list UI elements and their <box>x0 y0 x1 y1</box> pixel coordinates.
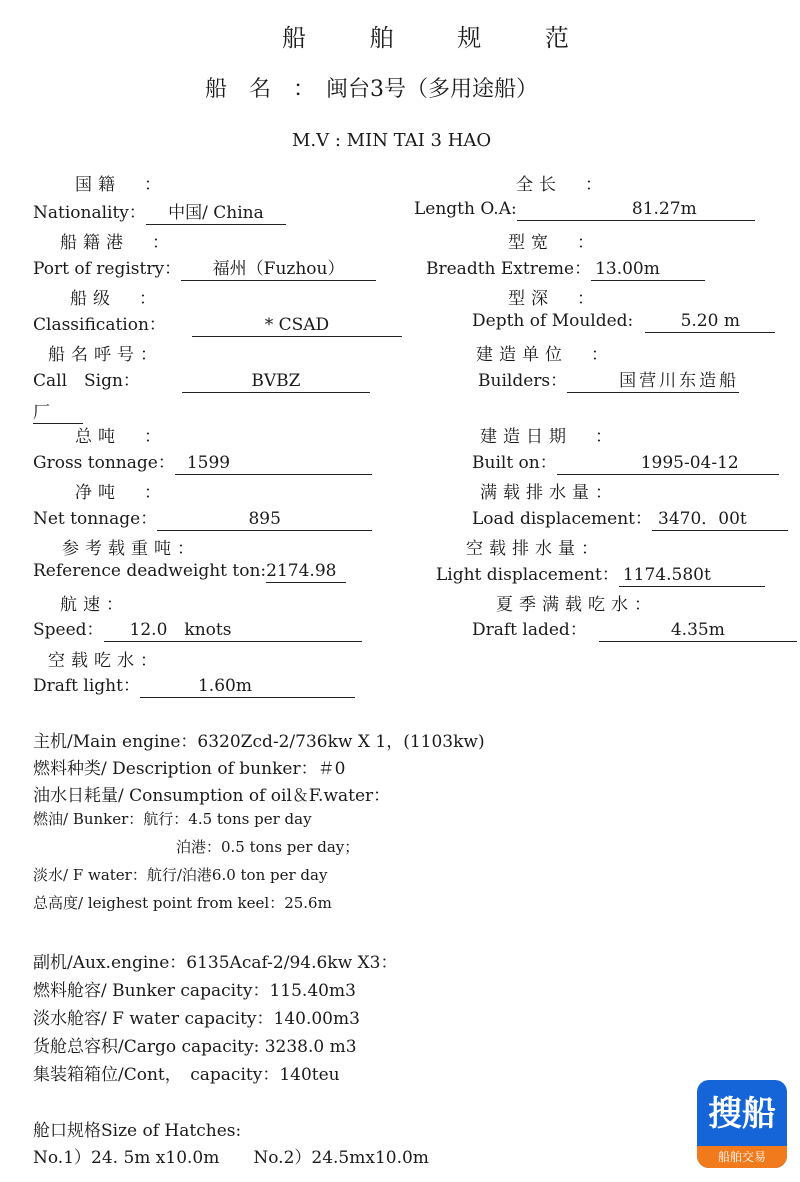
draft-light-value: 1.60m <box>140 675 355 698</box>
depth-zh: 型深 ： <box>508 289 600 309</box>
soship-logo-badge[interactable] <box>697 1080 787 1168</box>
bunker-in-port: 泊港：0.5 tons per day； <box>176 838 360 856</box>
call-value: BVBZ <box>182 370 370 393</box>
bunker-description: 燃料种类/ Description of bunker：＃0 <box>33 759 346 779</box>
net-label: Net tonnage： <box>33 509 158 529</box>
mv-name: M.V : MIN TAI 3 HAO <box>292 130 492 151</box>
builders-value: 国营川东造船 <box>567 370 739 393</box>
port-zh: 船籍港 ： <box>60 233 175 253</box>
length-label: Length O.A: <box>414 199 517 219</box>
class-row <box>33 310 402 337</box>
builders-row <box>478 366 739 393</box>
depth-value: 5.20 m <box>645 310 775 333</box>
ship-name-line: 船 名 ： 闽台3号（多用途船） <box>205 77 538 102</box>
call-zh: 船名呼号： <box>48 345 163 365</box>
draft-laded-row <box>472 615 797 642</box>
builders-label: Builders： <box>478 371 568 391</box>
breadth-value: 13.00m <box>591 258 705 281</box>
draft-light-zh: 空载吃水： <box>48 651 163 671</box>
fresh-water-capacity: 淡水舱容/ F water capacity：140.00m3 <box>33 1009 360 1029</box>
draft-laded-label: Draft laded： <box>472 620 587 640</box>
class-zh: 船级 ： <box>70 289 162 309</box>
load-row <box>472 504 788 531</box>
bunker-capacity: 燃料舱容/ Bunker capacity：115.40m3 <box>33 981 356 1001</box>
breadth-zh: 型宽 ： <box>508 233 600 253</box>
port-label: Port of registry： <box>33 259 182 279</box>
built-value: 1995-04-12 <box>557 452 779 475</box>
draft-laded-zh: 夏季满载吃水： <box>496 595 657 615</box>
draft-light-label: Draft light： <box>33 676 140 696</box>
built-row <box>472 448 779 475</box>
speed-value: 12.0 knots <box>104 619 362 642</box>
speed-label: Speed： <box>33 620 104 640</box>
gross-label: Gross tonnage： <box>33 453 175 473</box>
ref-zh: 参考载重吨： <box>62 539 200 559</box>
aux-engine: 副机/Aux.engine：6135Acaf-2/94.6kw X3： <box>33 953 398 973</box>
class-value: * CSAD <box>192 314 402 337</box>
light-row <box>436 560 765 587</box>
port-value: 福州（Fuzhou） <box>181 258 376 281</box>
net-zh: 净吨 ： <box>75 483 167 503</box>
builders-continuation: 厂 <box>33 398 83 424</box>
class-label: Classification： <box>33 315 166 335</box>
page-title: 船 舶 规 范 <box>282 24 597 52</box>
gross-zh: 总吨 ： <box>75 427 167 447</box>
light-zh: 空载排水量： <box>466 539 604 559</box>
light-label: Light displacement： <box>436 565 619 585</box>
container-capacity: 集装箱箱位/Cont， capacity：140teu <box>33 1065 340 1085</box>
breadth-label: Breadth Extreme： <box>426 259 592 279</box>
load-label: Load displacement： <box>472 509 652 529</box>
builders-zh: 建造单位 ： <box>476 345 614 365</box>
net-value: 895 <box>157 508 372 531</box>
draft-light-row <box>33 671 355 698</box>
length-row <box>414 198 755 221</box>
call-label: Call Sign： <box>33 371 140 391</box>
consumption: 油水日耗量/ Consumption of oil＆F.water： <box>33 786 391 806</box>
gross-row <box>33 448 372 475</box>
nationality-row <box>33 198 286 225</box>
nationality-value: 中国/ China <box>146 202 286 225</box>
logo-subtext: 船舶交易 <box>697 1146 787 1168</box>
load-value: 3470．00t <box>652 508 788 531</box>
nationality-label: Nationality： <box>33 203 146 223</box>
hatches-title: 舱口规格Size of Hatches: <box>33 1121 242 1141</box>
depth-row <box>472 310 775 333</box>
ref-row <box>33 560 346 583</box>
net-row <box>33 504 372 531</box>
bunker-at-sea: 燃油/ Bunker：航行：4.5 tons per day <box>33 810 312 828</box>
speed-row <box>33 615 362 642</box>
length-zh: 全长 ： <box>516 175 608 195</box>
speed-zh: 航速： <box>60 595 129 615</box>
ref-value: 2174.98 <box>266 560 346 583</box>
call-row <box>33 366 370 393</box>
length-value: 81.27m <box>517 198 755 221</box>
height-from-keel: 总高度/ leighest point from keel：25.6m <box>33 894 332 912</box>
nationality-zh: 国籍 ： <box>75 175 167 195</box>
built-zh: 建造日期 ： <box>480 427 618 447</box>
breadth-row <box>426 254 705 281</box>
gross-value: 1599 <box>175 452 372 475</box>
fresh-water: 淡水/ F water：航行/泊港6.0 ton per day <box>33 866 328 884</box>
port-row <box>33 254 376 281</box>
light-value: 1174.580t <box>619 564 765 587</box>
logo-text: 搜船 <box>708 1094 776 1134</box>
draft-laded-value: 4.35m <box>599 619 797 642</box>
depth-label: Depth of Moulded: <box>472 311 634 331</box>
ref-label: Reference deadweight ton: <box>33 561 267 581</box>
main-engine: 主机/Main engine：6320Zcd-2/736kw X 1，(1103kw) <box>33 732 485 752</box>
built-label: Built on： <box>472 453 557 473</box>
hatches-sizes: No.1）24. 5m x10.0m No.2）24.5mx10.0m <box>33 1148 429 1168</box>
load-zh: 满载排水量： <box>480 483 618 503</box>
cargo-capacity: 货舱总容积/Cargo capacity: 3238.0 m3 <box>33 1037 357 1057</box>
